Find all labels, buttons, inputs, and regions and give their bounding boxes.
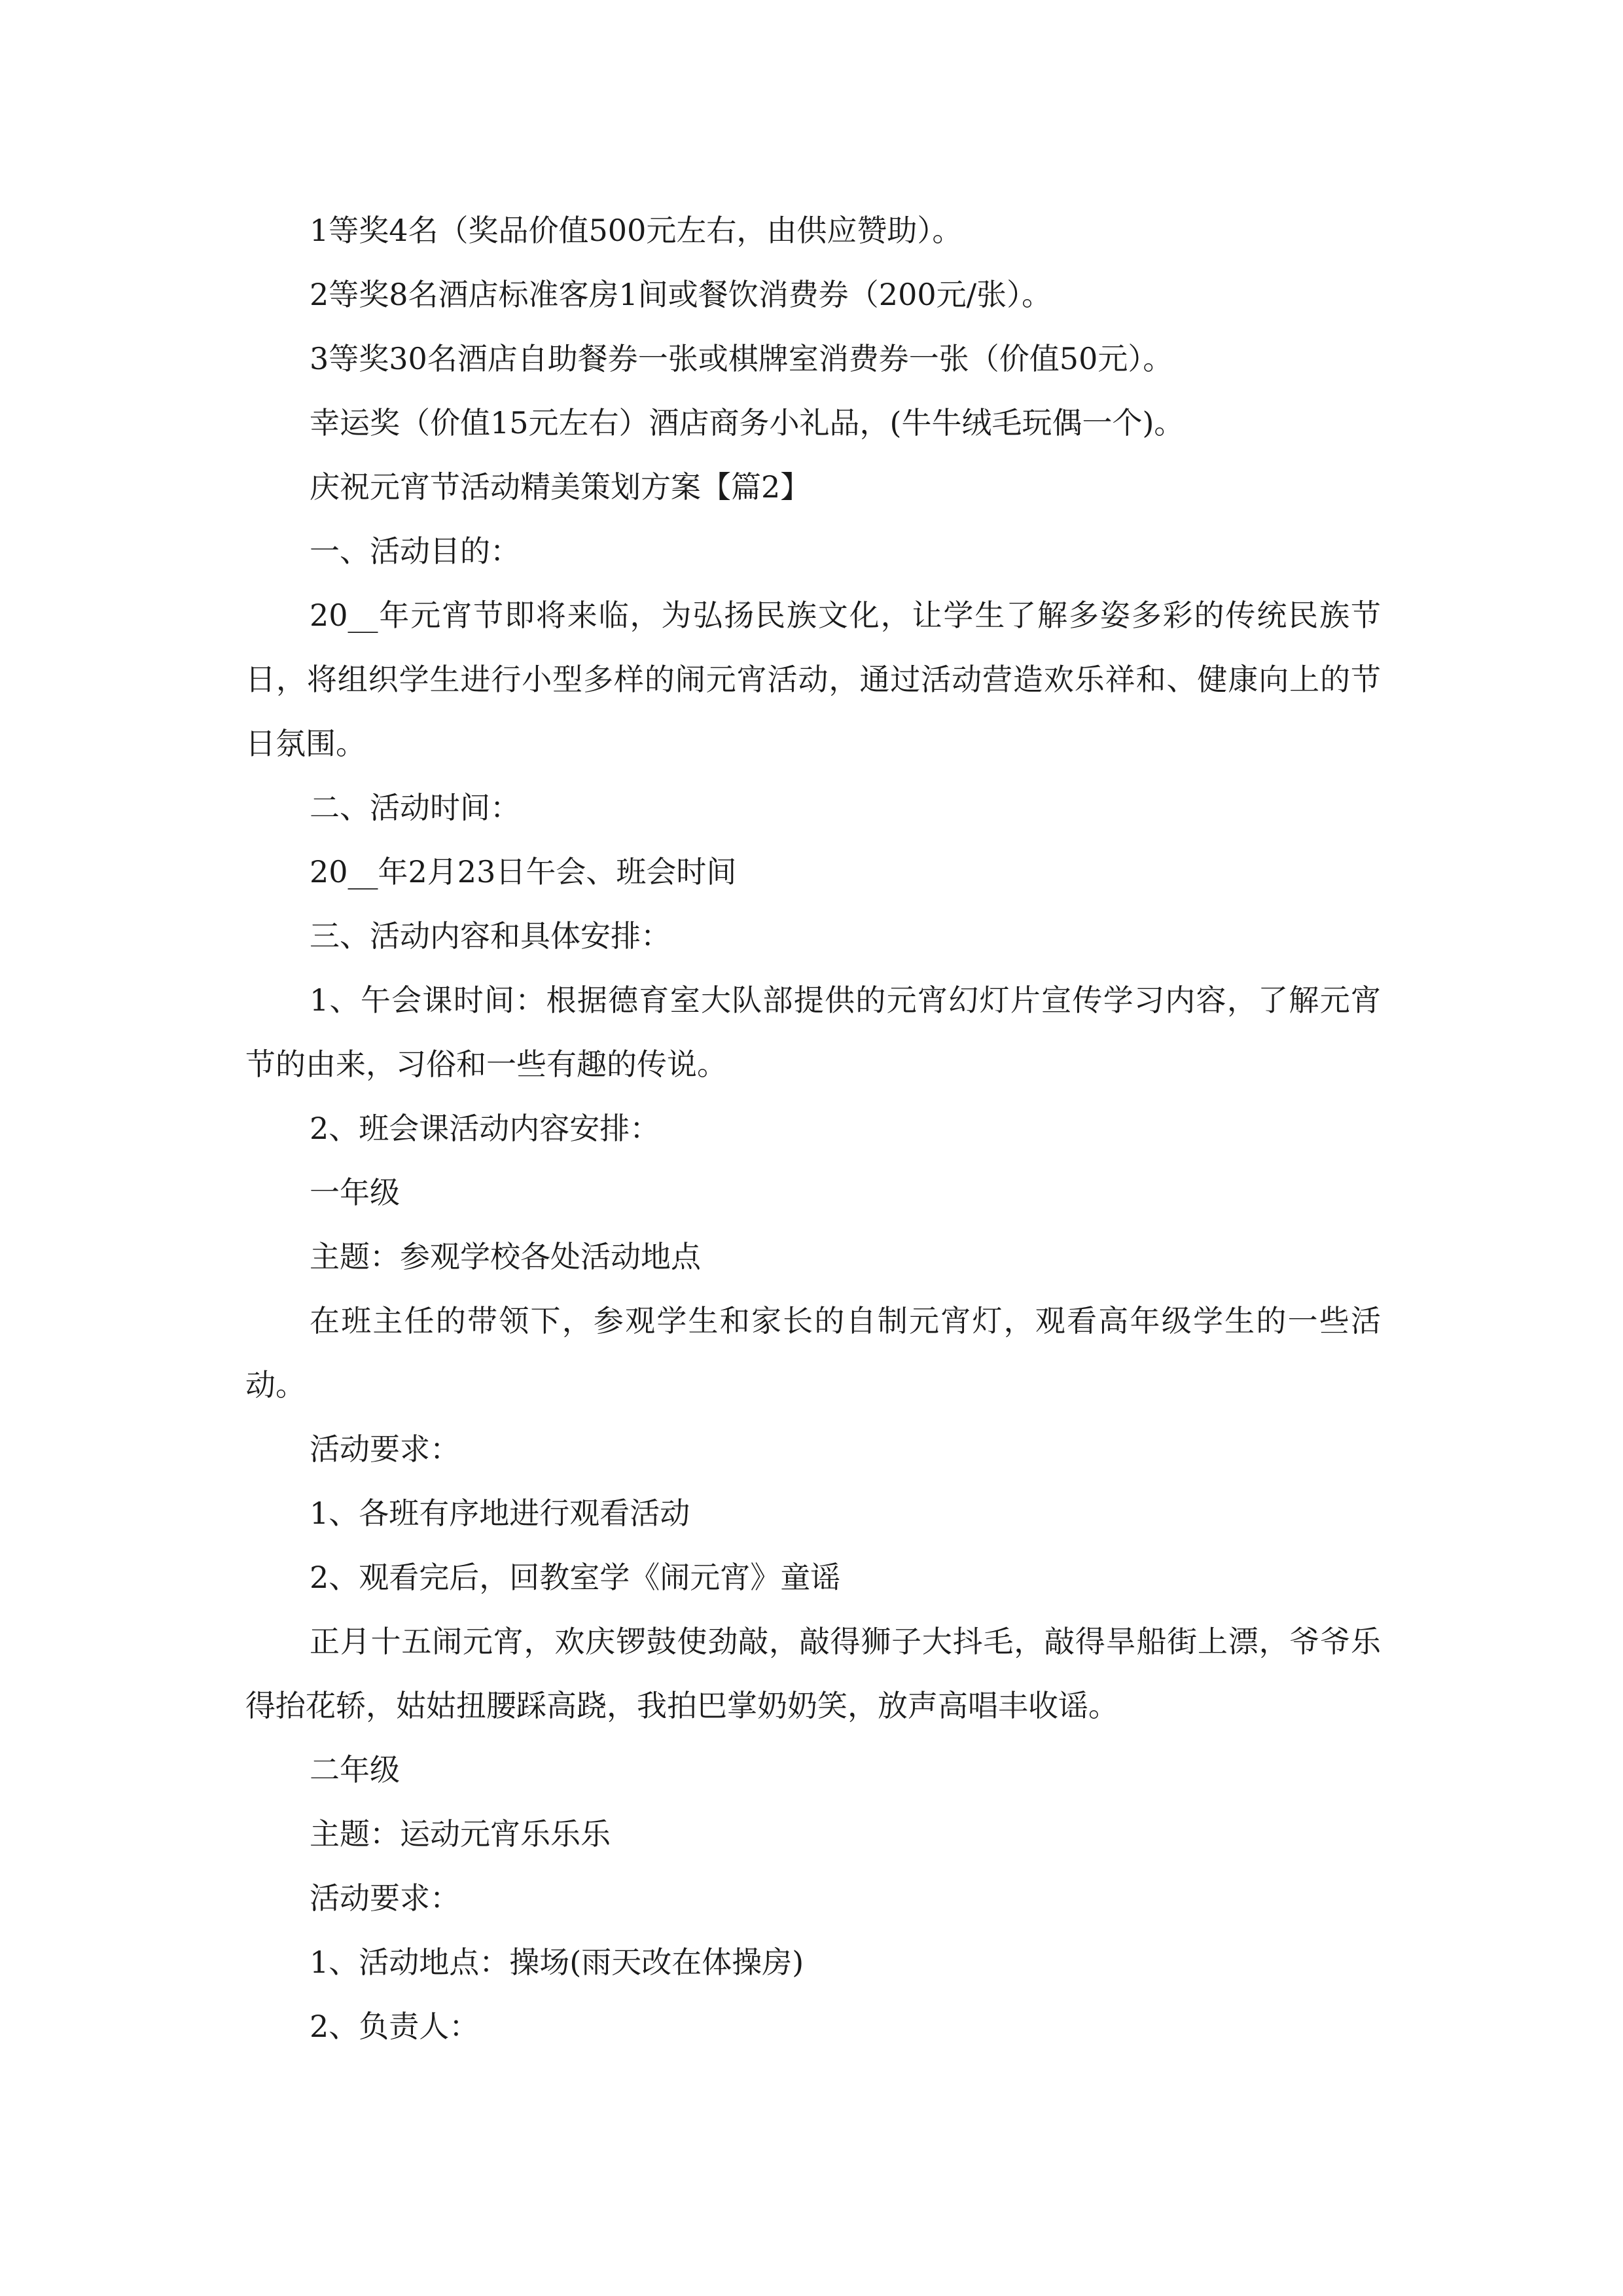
grade-two-theme: 主题：运动元宵乐乐乐 xyxy=(310,1816,611,1852)
heading-time: 二、活动时间： xyxy=(310,790,520,825)
grade-two-requirement-2: 2、负责人： xyxy=(310,2009,480,2044)
purpose-text: 20__年元宵节即将来临，为弘扬民族文化，让学生了解多姿多彩的传统民族节日，将组织学生进行小型多样的闹元宵活动，通过活动营造欢乐祥和、健康向上的节日氛围。 xyxy=(245,598,1381,761)
prize-third: 3等奖30名酒店自助餐券一张或棋牌室消费券一张（价值50元）。 xyxy=(310,341,1173,376)
document-body xyxy=(245,198,1381,2058)
grade-one-requirements-heading: 活动要求： xyxy=(310,1431,460,1467)
content-item-1: 1、午会课时间：根据德育室大队部提供的元宵幻灯片宣传学习内容，了解元宵节的由来，习俗和一些有趣的传说。 xyxy=(245,982,1381,1082)
prize-first: 1等奖4名（奖品价值500元左右，由供应赞助）。 xyxy=(310,213,963,248)
grade-two-heading: 二年级 xyxy=(310,1752,400,1787)
time-text: 20__年2月23日午会、班会时间 xyxy=(310,854,737,889)
grade-one-text: 在班主任的带领下，参观学生和家长的自制元宵灯，观看高年级学生的一些活动。 xyxy=(245,1303,1381,1403)
content-item-2: 2、班会课活动内容安排： xyxy=(310,1111,660,1146)
grade-one-heading: 一年级 xyxy=(310,1175,400,1210)
grade-one-requirement-1: 1、各班有序地进行观看活动 xyxy=(310,1496,690,1531)
nursery-rhyme: 正月十五闹元宵，欢庆锣鼓使劲敲，敲得狮子大抖毛，敲得旱船街上漂，爷爷乐得抬花轿，姑姑扭腰踩高跷，我拍巴掌奶奶笑，放声高唱丰收谣。 xyxy=(245,1624,1381,1723)
prize-lucky: 幸运奖（价值15元左右）酒店商务小礼品，(牛牛绒毛玩偶一个)。 xyxy=(310,405,1185,440)
grade-one-requirement-2: 2、观看完后，回教室学《闹元宵》童谣 xyxy=(310,1560,841,1595)
heading-content: 三、活动内容和具体安排： xyxy=(310,918,671,954)
section-title: 庆祝元宵节活动精美策划方案【篇2】 xyxy=(310,469,811,505)
heading-purpose: 一、活动目的： xyxy=(310,533,520,569)
grade-one-theme: 主题：参观学校各处活动地点 xyxy=(310,1239,701,1274)
prize-second: 2等奖8名酒店标准客房1间或餐饮消费券（200元/张）。 xyxy=(310,277,1052,312)
grade-two-requirements-heading: 活动要求： xyxy=(310,1880,460,1916)
grade-two-requirement-1: 1、活动地点：操场(雨天改在体操房) xyxy=(310,1945,804,1980)
